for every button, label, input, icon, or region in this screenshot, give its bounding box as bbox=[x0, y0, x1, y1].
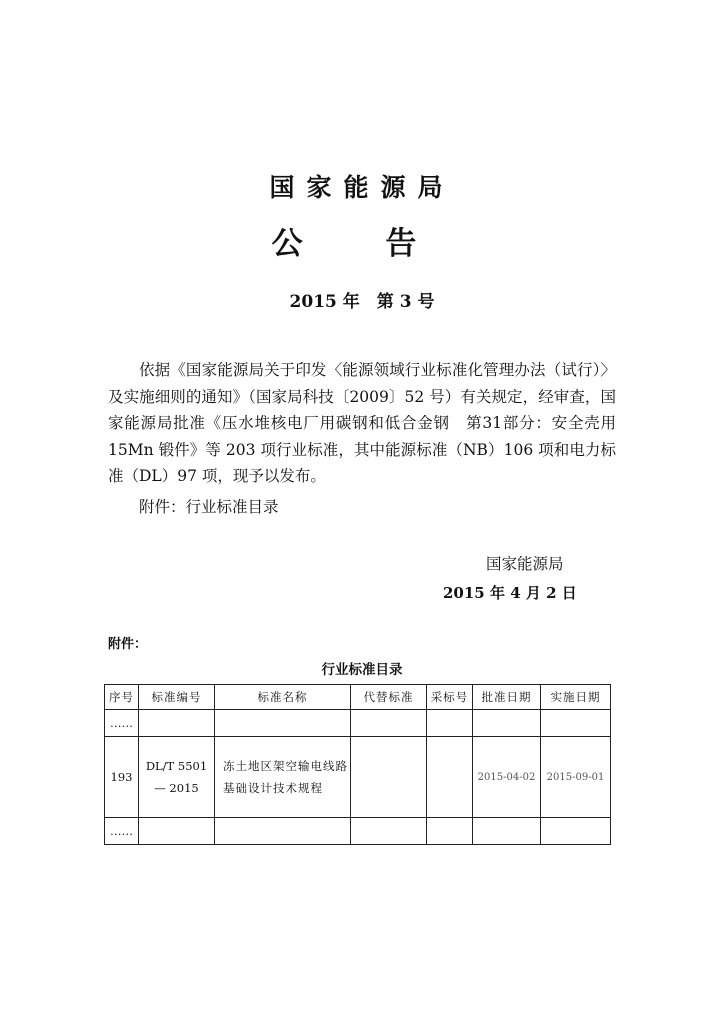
cell-replaces bbox=[351, 818, 427, 845]
column-header: 序号 bbox=[105, 685, 139, 710]
column-header: 标准编号 bbox=[139, 685, 215, 710]
cell-name bbox=[215, 710, 351, 737]
cell-code: DL/T 5501 — 2015 bbox=[139, 737, 215, 818]
cell-seq: …… bbox=[105, 818, 139, 845]
table-header-row bbox=[105, 685, 611, 710]
table-row bbox=[105, 737, 611, 818]
column-header: 代替标准 bbox=[351, 685, 427, 710]
announcement-body bbox=[108, 357, 616, 490]
standards-catalog-table bbox=[104, 684, 611, 845]
cell-approved bbox=[473, 710, 541, 737]
cell-replaces bbox=[351, 737, 427, 818]
attachment-label: 附件： bbox=[108, 637, 148, 652]
attachment-reference: 附件：行业标准目录 bbox=[139, 498, 279, 516]
column-header: 批准日期 bbox=[473, 685, 541, 710]
doc-type-title: 公 告 bbox=[271, 226, 453, 262]
cell-effective bbox=[541, 710, 611, 737]
cell-seq: …… bbox=[105, 710, 139, 737]
table-row bbox=[105, 818, 611, 845]
cell-name: 冻土地区架空输电线路基础设计技术规程 bbox=[215, 737, 351, 818]
table-row bbox=[105, 710, 611, 737]
cell-code bbox=[139, 818, 215, 845]
signature-org: 国家能源局 bbox=[486, 555, 564, 573]
cell-replaces bbox=[351, 710, 427, 737]
cell-code bbox=[139, 710, 215, 737]
column-header: 采标号 bbox=[427, 685, 473, 710]
cell-effective bbox=[541, 818, 611, 845]
column-header: 标准名称 bbox=[215, 685, 351, 710]
catalog-table-title: 行业标准目录 bbox=[321, 662, 403, 678]
cell-name bbox=[215, 818, 351, 845]
column-header: 实施日期 bbox=[541, 685, 611, 710]
cell-adopted bbox=[427, 818, 473, 845]
cell-seq: 193 bbox=[105, 737, 139, 818]
signature-date: 2015 年 4 月 2 日 bbox=[443, 584, 577, 602]
issue-number: 2015 年 第 3 号 bbox=[289, 292, 435, 312]
announcement-paragraph: 依据《国家能源局关于印发〈能源领域行业标准化管理办法（试行）〉及实施细则的通知》（国家局科技〔2009〕52 号）有关规定，经审查，国家能源局批准《压水堆核电厂用碳钢和低合金钢 第31部分：安全壳用 15Mn 锻件》等 203 项行业标准，其中能源标准（NB）106 项和电力标准（DL）97 项，现予以发布。 bbox=[108, 361, 616, 485]
cell-effective: 2015-09-01 bbox=[541, 737, 611, 818]
cell-adopted bbox=[427, 737, 473, 818]
cell-approved bbox=[473, 818, 541, 845]
cell-approved: 2015-04-02 bbox=[473, 737, 541, 818]
cell-adopted bbox=[427, 710, 473, 737]
org-title: 国家能源局 bbox=[269, 173, 455, 202]
